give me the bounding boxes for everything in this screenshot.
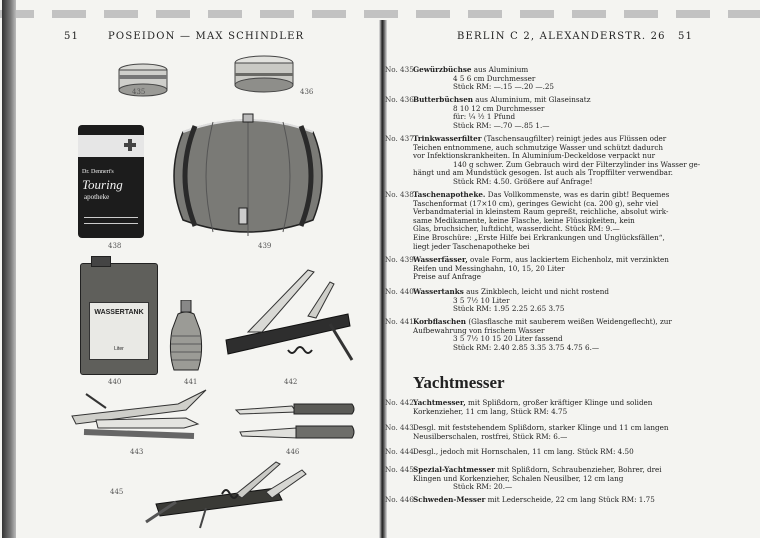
- water-tank-can: [80, 263, 158, 375]
- entry-line: Gewürzbüchse aus Aluminium: [413, 65, 529, 74]
- left-page-number: 51: [64, 31, 80, 42]
- entry-text: [413, 135, 713, 187]
- entry-line: für: ¼ ½ 1 Pfund: [453, 112, 516, 122]
- entry-number: No. 436.: [385, 95, 417, 104]
- entry-line: Eine Broschüre: „Erste Hilfe bei Erkrankungen und Unglücksfällen“,: [413, 232, 665, 242]
- yacht-knife-443-illustration: [66, 388, 212, 446]
- entry-439: [385, 255, 713, 282]
- entry-445: [385, 465, 713, 492]
- entry-text: [413, 256, 713, 282]
- yacht-knife-442-illustration: [218, 262, 358, 372]
- image-label-443: 443: [130, 448, 144, 456]
- entry-line: Stück RM: 2.40 2.85 3.35 3.75 4.75 6.—: [453, 342, 600, 352]
- entry-line: vor Infektionskrankheiten. In Aluminium-Deckeldose verpackt nur: [413, 151, 656, 161]
- image-label-435: 435: [132, 88, 146, 96]
- tank-label-title: WASSERTANK: [94, 309, 144, 316]
- entry-line: liegt jeder Taschenapotheke bei: [413, 241, 530, 251]
- image-label-439: 439: [258, 242, 272, 250]
- entry-number: No. 443.: [385, 423, 417, 432]
- entry-line: Stück RM: 20.—: [453, 482, 513, 492]
- left-binding-edge: [2, 0, 16, 538]
- entry-number: No. 444.: [385, 447, 417, 456]
- entry-line: Schweden-Messer mit Lederscheide, 22 cm lang Stück RM: 1.75: [413, 495, 655, 504]
- water-barrel-illustration: [163, 112, 333, 240]
- entry-text: [413, 96, 713, 130]
- special-yacht-knife-445-illustration: [126, 458, 316, 530]
- entry-442: [385, 398, 713, 416]
- entry-text: [413, 318, 713, 352]
- entry-line: Stück RM: 1.95 2.25 2.65 3.75: [453, 304, 565, 314]
- entry-text: [413, 191, 713, 251]
- entry-line: 140 g schwer. Zum Gebrauch wird der Filterzylinder ins Wasser ge-: [453, 159, 701, 169]
- entry-line: Wasserfässer, ovale Form, aus lackiertem Eichenholz, mit verzinkten: [413, 255, 669, 264]
- wicker-bottle-illustration: [166, 300, 206, 374]
- entry-line: 4 5 6 cm Durchmesser: [453, 73, 536, 83]
- entry-435: [385, 65, 713, 92]
- entry-444: [385, 447, 713, 457]
- entry-line: Teichen entnommene, auch schmutzige Wasser und schützt dadurch: [413, 142, 663, 152]
- entry-line: Spezial-Yachtmesser mit Splißdorn, Schraubenzieher, Bohrer, drei: [413, 465, 662, 474]
- entry-441: [385, 317, 713, 352]
- entry-line: Stück RM: 4.50. Größere auf Anfrage!: [453, 176, 593, 186]
- left-page-title: POSEIDON — MAX SCHINDLER: [108, 31, 305, 42]
- entry-number: No. 445.: [385, 465, 417, 474]
- entry-446: [385, 495, 713, 505]
- section-title-yachtmesser: Yachtmesser: [413, 373, 505, 392]
- entry-text: [413, 288, 713, 314]
- entry-line: 8 10 12 cm Durchmesser: [453, 103, 545, 113]
- entry-line: Yachtmesser, mit Splißdorn, großer kräftiger Klinge und soliden: [413, 398, 653, 407]
- entry-number: No. 442.: [385, 398, 417, 407]
- image-label-442: 442: [284, 378, 298, 386]
- image-label-446: 446: [286, 448, 300, 456]
- entry-number: No. 446.: [385, 495, 417, 504]
- entry-438: [385, 190, 713, 251]
- entry-line: Aufbewahrung von frischem Wasser: [413, 325, 545, 335]
- entry-line: Verbandmaterial in kleinstem Raum gepreßt, reichliche, absolut wirk-: [413, 207, 669, 217]
- entry-line: Taschenapotheke. Das Vollkommenste, was es darin gibt! Bequemes: [413, 190, 670, 199]
- entry-line: Wassertanks aus Zinkblech, leicht und nicht rostend: [413, 287, 610, 296]
- entry-text: [413, 448, 713, 457]
- image-label-445: 445: [110, 488, 124, 496]
- image-label-438: 438: [108, 242, 122, 250]
- entry-text: [413, 424, 713, 441]
- swedish-knife-446-illustration: [234, 398, 358, 448]
- entry-number: No. 435.: [385, 65, 417, 74]
- entry-line: Reifen und Messinghahn, 10, 15, 20 Liter: [413, 263, 565, 273]
- entry-number: No. 438.: [385, 190, 417, 199]
- entry-line: Glas, bruchsicher, luftdicht, wasserdicht. Stück RM: 9.—: [413, 224, 620, 234]
- entry-number: No. 439.: [385, 255, 417, 264]
- right-page-number: 51: [678, 31, 694, 42]
- image-label-440: 440: [108, 378, 122, 386]
- entry-line: Taschenformat (17×10 cm), geringes Gewicht (ca. 200 g), sehr viel: [413, 198, 659, 208]
- box-maker: Dr. Dennert's: [82, 169, 114, 175]
- entry-text: [413, 496, 713, 505]
- entry-line: Desgl., jedoch mit Hornschalen, 11 cm lang. Stück RM: 4.50: [413, 447, 634, 456]
- entry-number: No. 437.: [385, 134, 417, 143]
- entry-443: [385, 423, 713, 441]
- entry-line: Butterbüchsen aus Aluminium, mit Glaseinsatz: [413, 95, 591, 104]
- entry-437: [385, 134, 713, 187]
- tank-label-liter: Liter: [114, 346, 124, 352]
- binder-holes: [0, 10, 760, 18]
- entry-line: Korbflaschen (Glasflasche mit sauberem weißen Weidengeflecht), zur: [413, 317, 672, 326]
- entry-line: Stück RM: —.70 —.85 1.—: [453, 120, 550, 130]
- image-label-441: 441: [184, 378, 198, 386]
- entry-line: hängt und am Mundstück gesogen. Ist auch als Tropffilter verwendbar.: [413, 168, 673, 178]
- entry-line: Trinkwasserfilter (Taschensaugfilter) reinigt jedes aus Flüssen oder: [413, 134, 667, 143]
- entry-440: [385, 287, 713, 314]
- entry-line: Korkenzieher, 11 cm lang, Stück RM: 4.75: [413, 406, 568, 416]
- entry-line: Stück RM: —.15 —.20 —.25: [453, 82, 555, 92]
- image-label-436: 436: [300, 88, 314, 96]
- entry-text: [413, 399, 713, 416]
- box-brand: Touring: [82, 177, 123, 192]
- pocket-pharmacy-box: [78, 125, 144, 238]
- entry-line: Neusilberschalen, rostfrei, Stück RM: 6.—: [413, 431, 568, 441]
- red-cross-icon: [124, 139, 136, 151]
- right-page-title: BERLIN C 2, ALEXANDERSTR. 26: [457, 31, 666, 42]
- entry-line: Klingen und Korkenzieher, Schalen Neusilber, 12 cm lang: [413, 473, 624, 483]
- butter-tin-illustration: [232, 55, 296, 95]
- entry-number: No. 440.: [385, 287, 417, 296]
- entry-line: Desgl. mit feststehendem Splißdorn, starker Klinge und 11 cm langen: [413, 423, 669, 432]
- entry-436: [385, 95, 713, 130]
- box-subtitle: apotheke: [84, 193, 110, 201]
- entry-text: [413, 466, 713, 492]
- entry-line: 3 5 7½ 10 15 20 Liter fassend: [453, 334, 563, 344]
- entry-line: 3 5 7½ 10 Liter: [453, 295, 510, 305]
- entry-text: [413, 66, 713, 92]
- entry-number: No. 441.: [385, 317, 417, 326]
- entry-line: same Medikamente, keine Flasche, keine Flüssigkeiten, kein: [413, 215, 635, 225]
- entry-line: Preise auf Anfrage: [413, 272, 481, 282]
